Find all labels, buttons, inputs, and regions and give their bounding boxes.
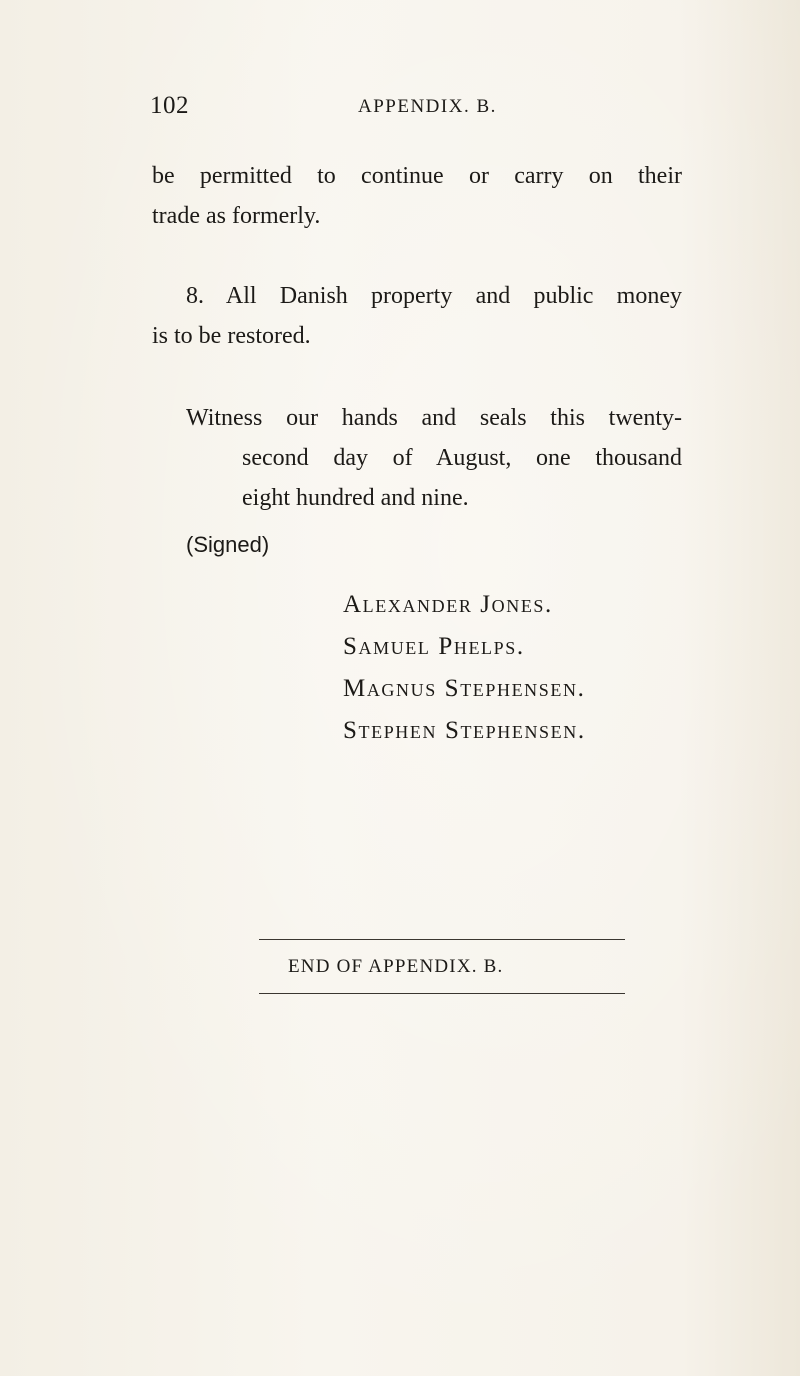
text-line: eight hundred and nine. (242, 485, 469, 511)
divider-rule (259, 939, 625, 940)
end-of-appendix-note: END OF APPENDIX. B. (288, 956, 504, 977)
text-line: is to be restored. (152, 323, 311, 349)
signed-label: (Signed) (186, 532, 270, 557)
text-line: trade as formerly. (152, 203, 321, 229)
paragraph-article-8 (152, 276, 682, 356)
text-line: 8. All Danish property and public money (186, 283, 682, 309)
signatory-list (343, 584, 586, 752)
signatory-name: Alexander Jones. (343, 591, 553, 618)
page-header (150, 92, 670, 122)
page-number: 102 (150, 92, 189, 119)
running-head: APPENDIX. B. (358, 96, 497, 117)
divider-rule (259, 993, 625, 994)
text-line: Witness our hands and seals this twenty- (186, 405, 682, 431)
signatory-name: Stephen Stephensen. (343, 717, 586, 744)
paragraph-continuation (152, 156, 682, 236)
text-line: second day of August, one thousand (242, 445, 682, 471)
signatory-name: Magnus Stephensen. (343, 675, 586, 702)
paragraph-witness (152, 398, 682, 518)
signatory-name: Samuel Phelps. (343, 633, 525, 660)
text-line: be permitted to continue or carry on their (152, 163, 682, 189)
